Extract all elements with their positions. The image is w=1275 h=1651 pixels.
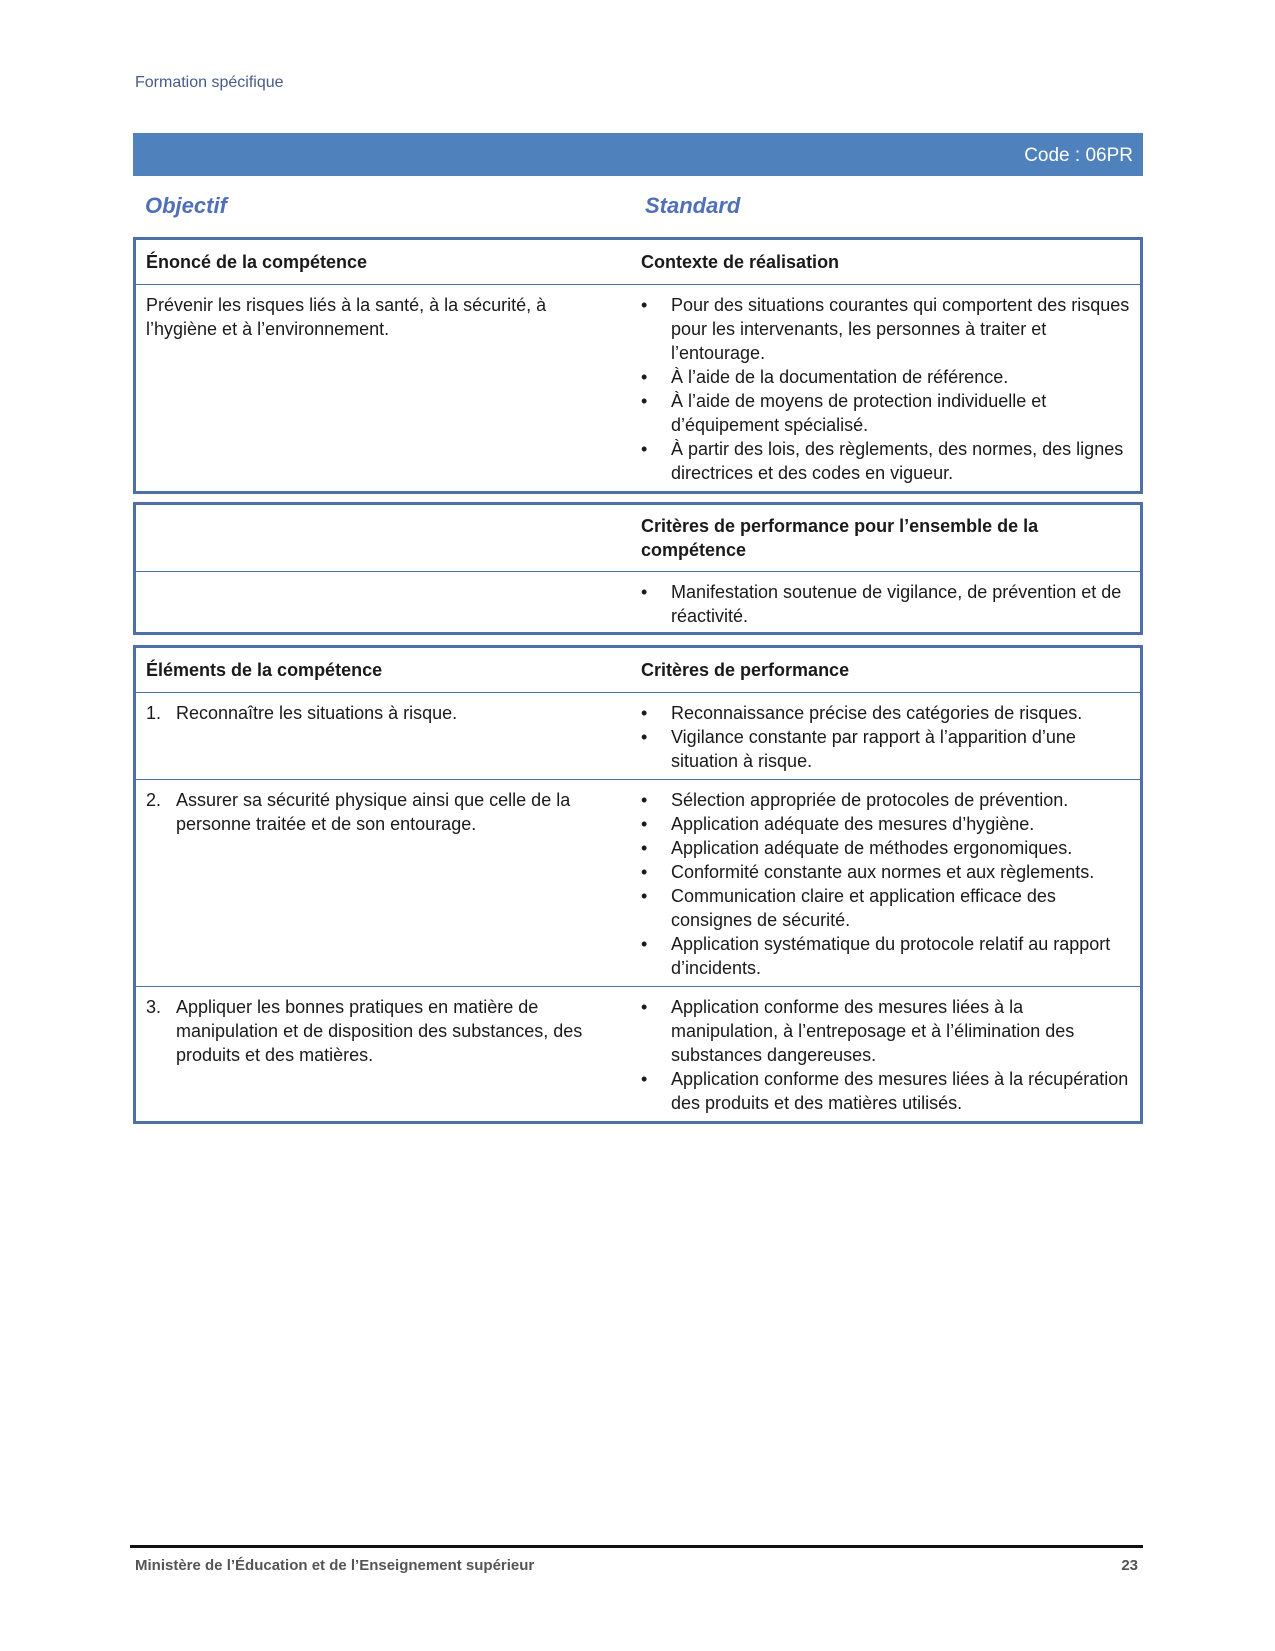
overall-criteria-table: [133, 502, 1143, 635]
list-item: • Application adéquate des mesures d’hygiène.: [641, 812, 1130, 836]
table-row: [135, 693, 1142, 780]
list-item: • Manifestation soutenue de vigilance, de prévention et de réactivité.: [641, 580, 1130, 628]
footer-ministry: Ministère de l’Éducation et de l’Enseignement supérieur: [135, 1557, 535, 1574]
element-item: [146, 995, 621, 1067]
table-row: [135, 987, 1142, 1123]
list-item: • Conformité constante aux normes et aux règlements.: [641, 860, 1130, 884]
context-header: Contexte de réalisation: [641, 252, 840, 272]
criteria-list: [641, 995, 1130, 1115]
program-code: Code : 06PR: [1024, 145, 1133, 166]
elements-table: [133, 645, 1143, 1124]
element-item: [146, 701, 621, 725]
element-number: 3.: [146, 997, 162, 1017]
element-item: [146, 788, 621, 836]
element-number: 2.: [146, 790, 162, 810]
list-item: • À partir des lois, des règlements, des normes, des lignes directrices et des codes en vigueur.: [641, 437, 1130, 485]
performance-criteria-header: Critères de performance: [641, 660, 850, 680]
list-item: • Sélection appropriée de protocoles de prévention.: [641, 788, 1130, 812]
element-text: Reconnaître les situations à risque.: [176, 703, 458, 723]
elements-header: Éléments de la compétence: [146, 660, 383, 680]
list-item: • Vigilance constante par rapport à l’apparition d’une situation à risque.: [641, 725, 1130, 773]
element-number: 1.: [146, 703, 162, 723]
footer: [135, 1557, 1138, 1574]
list-item: • Pour des situations courantes qui comportent des risques pour les intervenants, les personnes à traiter et l’entourage.: [641, 293, 1130, 365]
criteria-list: [641, 788, 1130, 980]
context-list: [641, 293, 1130, 485]
list-item: • Application conforme des mesures liées à la récupération des produits et des matières utilisés.: [641, 1067, 1130, 1115]
standard-label: Standard: [645, 193, 741, 218]
running-header: Formation spécifique: [135, 74, 284, 91]
objective-row: [145, 193, 1135, 223]
list-item: • À l’aide de la documentation de référence.: [641, 365, 1130, 389]
code-bar: [133, 133, 1143, 176]
list-item: • Application conforme des mesures liées à la manipulation, à l’entreposage et à l’élimination des substances dangereuses.: [641, 995, 1130, 1067]
table-row: [135, 780, 1142, 987]
empty-cell: [135, 504, 632, 572]
empty-cell: [135, 572, 632, 634]
competence-table: [133, 237, 1143, 494]
overall-criteria-header: Critères de performance pour l’ensemble de la compétence: [641, 516, 1039, 560]
list-item: • À l’aide de moyens de protection individuelle et d’équipement spécialisé.: [641, 389, 1130, 437]
list-item: • Application adéquate de méthodes ergonomiques.: [641, 836, 1130, 860]
criteria-list: [641, 701, 1130, 773]
objective-label: Objectif: [145, 193, 227, 218]
list-item: • Application systématique du protocole relatif au rapport d’incidents.: [641, 932, 1130, 980]
page-number: 23: [1121, 1557, 1138, 1574]
overall-criteria-list: [641, 580, 1130, 628]
list-item: • Reconnaissance précise des catégories de risques.: [641, 701, 1130, 725]
competence-statement: Prévenir les risques liés à la santé, à la sécurité, à l’hygiène et à l’environnement.: [146, 295, 547, 339]
footer-divider: [130, 1545, 1143, 1548]
list-item: • Communication claire et application efficace des consignes de sécurité.: [641, 884, 1130, 932]
element-text: Assurer sa sécurité physique ainsi que celle de la personne traitée et de son entourage.: [176, 790, 571, 834]
element-text: Appliquer les bonnes pratiques en matière de manipulation et de disposition des substances, des produits et des matières.: [176, 997, 583, 1065]
competence-statement-header: Énoncé de la compétence: [146, 252, 368, 272]
